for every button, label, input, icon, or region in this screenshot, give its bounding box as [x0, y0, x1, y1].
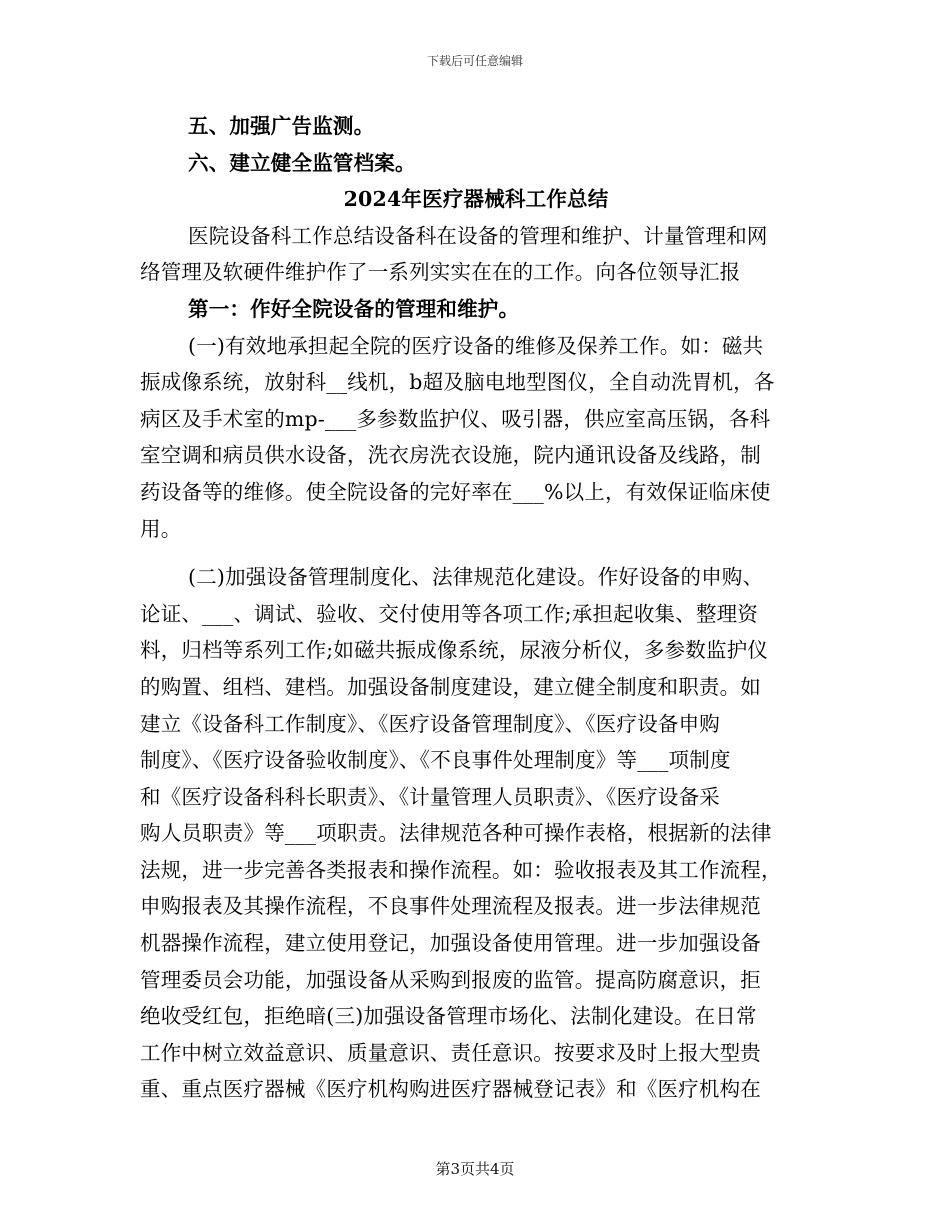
- para2-line: 工作中树立效益意识、质量意识、责任意识。按要求及时上报大型贵: [140, 1040, 761, 1065]
- para2-line: 和《医疗设备科科长职责》、《计量管理人员职责》、《医疗设备采: [140, 784, 720, 809]
- para1-line: (一)有效地承担起全院的医疗设备的维修及保养工作。如：磁共: [188, 333, 764, 358]
- header-note: 下载后可任意编辑: [426, 54, 523, 68]
- list-item-6: 六、建立健全监管档案。: [188, 150, 416, 175]
- para2-line: (二)加强设备管理制度化、法律规范化建设。作好设备的申购、: [188, 565, 764, 590]
- para2-line: 建立《设备科工作制度》、《医疗设备管理制度》、《医疗设备申购: [140, 711, 720, 736]
- para1-line: 室空调和病员供水设备，洗衣房洗衣设施，院内通讯设备及线路，制: [140, 443, 761, 468]
- document-title: 2024年医疗器械科工作总结: [343, 187, 609, 212]
- page-footer: 第3页共4页: [435, 1160, 515, 1178]
- para1-line: 病区及手术室的mp-___多参数监护仪、吸引器，供应室高压锅，各科: [140, 406, 771, 431]
- intro-line: 络管理及软硬件维护作了一系列实实在在的工作。向各位领导汇报: [140, 260, 741, 285]
- para1-line: 振成像系统，放射科__线机，b超及脑电地型图仪，全自动洗胃机，各: [140, 370, 775, 395]
- document-body: [140, 108, 812, 1108]
- para2-line: 法规，进一步完善各类报表和操作流程。如：验收报表及其工作流程，: [140, 857, 782, 882]
- para2-line: 论证、___、调试、验收、交付使用等各项工作;承担起收集、整理资: [140, 601, 759, 626]
- para2-line: 机器操作流程，建立使用登记，加强设备使用管理。进一步加强设备: [140, 931, 761, 956]
- para2-line: 的购置、组档、建档。加强设备制度建设，建立健全制度和职责。如: [140, 674, 761, 699]
- para2-line: 制度》、《医疗设备验收制度》、《不良事件处理制度》等___项制度: [140, 748, 731, 773]
- paragraph-gap: [140, 547, 812, 559]
- list-item-5: 五、加强广告监测。: [188, 114, 375, 138]
- para2-line: 购人员职责》等___项职责。法律规范各种可操作表格，根据新的法律: [140, 821, 772, 846]
- para1-line: 药设备等的维修。使全院设备的完好率在___%以上，有效保证临床使: [140, 479, 771, 504]
- para2-line: 绝收受红包，拒绝暗(三)加强设备管理市场化、法制化建设。在日常: [140, 1004, 757, 1029]
- section-heading: 第一：作好全院设备的管理和维护。: [188, 296, 520, 321]
- para2-line: 料，归档等系列工作;如磁共振成像系统，尿液分析仪，多参数监护仪: [140, 638, 769, 663]
- intro-line: 医院设备科工作总结设备科在设备的管理和维护、计量管理和网: [188, 223, 768, 248]
- para1-line: 用。: [140, 516, 182, 541]
- para2-line: 重、重点医疗器械《医疗机构购进医疗器械登记表》和《医疗机构在: [140, 1077, 761, 1102]
- para2-line: 申购报表及其操作流程，不良事件处理流程及报表。进一步法律规范: [140, 894, 761, 919]
- para2-line: 管理委员会功能，加强设备从采购到报废的监管。提高防腐意识，拒: [140, 967, 761, 992]
